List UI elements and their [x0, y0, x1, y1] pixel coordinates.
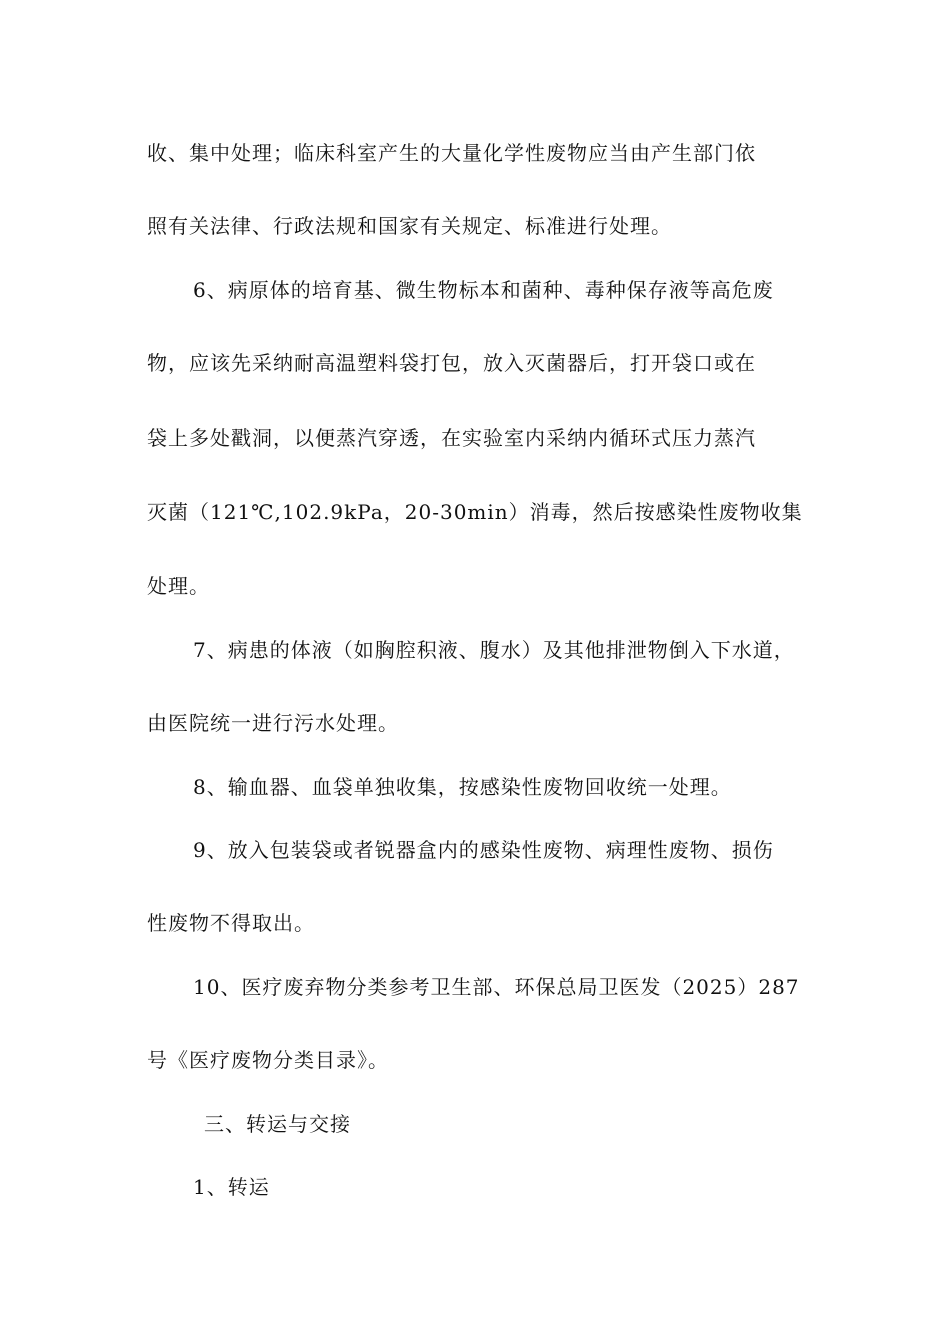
paragraph-line: 由医院统一进行污水处理。 [147, 711, 399, 735]
paragraph-line: 性废物不得取出。 [147, 911, 315, 935]
paragraph-line: 8、输血器、血袋单独收集，按感染性废物回收统一处理。 [193, 775, 732, 799]
paragraph-line: 物，应该先采纳耐高温塑料袋打包，放入灭菌器后，打开袋口或在 [147, 351, 756, 375]
paragraph-line: 号《医疗废物分类目录》。 [147, 1048, 389, 1072]
subsection-heading: 1、转运 [193, 1175, 270, 1199]
section-heading: 三、转运与交接 [204, 1112, 351, 1136]
paragraph-line: 10、医疗废弃物分类参考卫生部、环保总局卫医发（2025）287 [193, 975, 800, 999]
paragraph-line: 6、病原体的培育基、微生物标本和菌种、毒种保存液等高危废 [193, 278, 774, 302]
paragraph-line: 9、放入包装袋或者锐器盒内的感染性废物、病理性废物、损伤 [193, 838, 774, 862]
paragraph-line: 照有关法律、行政法规和国家有关规定、标准进行处理。 [147, 214, 672, 238]
paragraph-line: 收、集中处理；临床科室产生的大量化学性废物应当由产生部门依 [147, 141, 756, 165]
paragraph-line: 处理。 [147, 574, 210, 598]
paragraph-line: 灭菌（121℃,102.9kPa，20-30min）消毒，然后按感染性废物收集 [147, 500, 803, 524]
paragraph-line: 7、病患的体液（如胸腔积液、腹水）及其他排泄物倒入下水道， [193, 638, 795, 662]
paragraph-line: 袋上多处戳洞，以便蒸汽穿透，在实验室内采纳内循环式压力蒸汽 [147, 426, 756, 450]
